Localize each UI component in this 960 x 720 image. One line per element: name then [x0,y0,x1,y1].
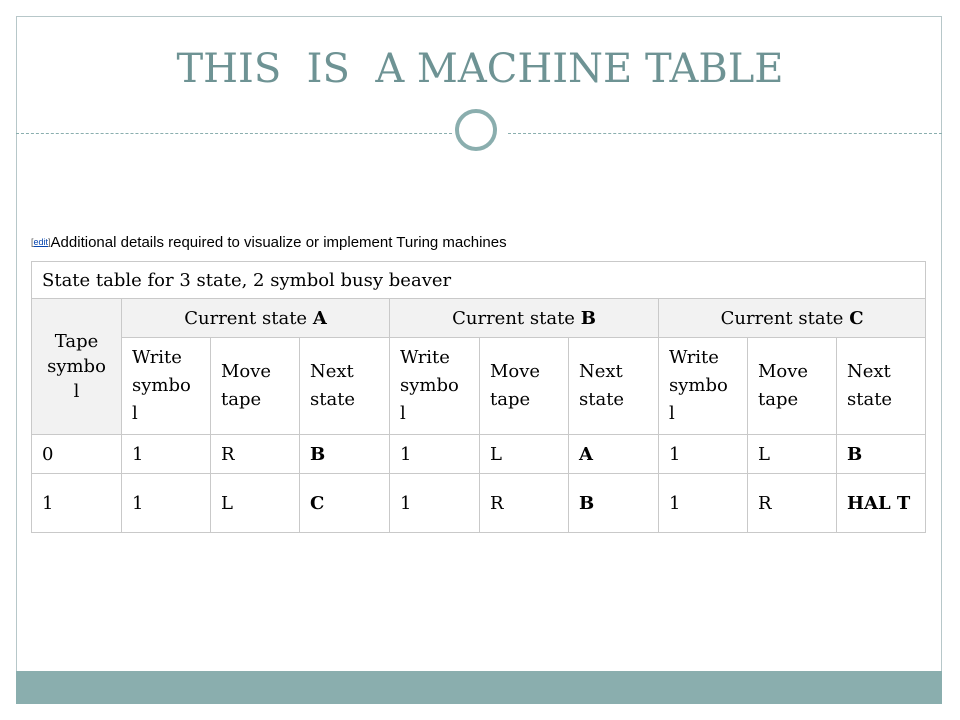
table-row [32,435,926,474]
section-heading [31,234,507,251]
write-cell: 1 [659,435,748,474]
next-state-cell: A [569,435,659,474]
circle-ornament-icon [455,109,497,151]
footer-bar [16,671,942,704]
move-cell: L [211,474,300,533]
move-cell: R [211,435,300,474]
tape-symbol-cell: 0 [32,435,122,474]
state-a-header: Current state A [122,299,390,338]
section-heading-text: Additional details required to visualize or implement Turing machines [50,234,507,251]
move-cell: R [748,474,837,533]
write-symbol-header: Write symbo l [659,338,748,435]
move-tape-header: Move tape [748,338,837,435]
write-symbol-header: Write symbo l [122,338,211,435]
write-cell: 1 [390,474,480,533]
edit-bracket: [edit] [31,237,51,247]
move-tape-header: Move tape [211,338,300,435]
next-state-cell: HAL T [837,474,926,533]
next-state-cell: B [569,474,659,533]
next-state-cell: B [300,435,390,474]
move-tape-header: Move tape [480,338,569,435]
edit-link[interactable]: edit [33,237,49,247]
title-divider-left [16,133,452,134]
next-state-cell: B [837,435,926,474]
move-cell: L [480,435,569,474]
slide-title: THIS IS A MACHINE TABLE [176,46,784,92]
table-row [32,474,926,533]
write-cell: 1 [390,435,480,474]
state-c-header: Current state C [659,299,926,338]
state-table [31,261,926,533]
next-state-header: Next state [569,338,659,435]
next-state-header: Next state [837,338,926,435]
tape-symbol-cell: 1 [32,474,122,533]
write-cell: 1 [659,474,748,533]
write-symbol-header: Write symbo l [390,338,480,435]
state-b-header: Current state B [390,299,659,338]
move-cell: L [748,435,837,474]
next-state-header: Next state [300,338,390,435]
table-caption: State table for 3 state, 2 symbol busy beaver [32,262,926,299]
next-state-cell: C [300,474,390,533]
tape-symbol-header: Tape symbo l [32,299,122,435]
write-cell: 1 [122,474,211,533]
title-divider-right [508,133,942,134]
write-cell: 1 [122,435,211,474]
move-cell: R [480,474,569,533]
